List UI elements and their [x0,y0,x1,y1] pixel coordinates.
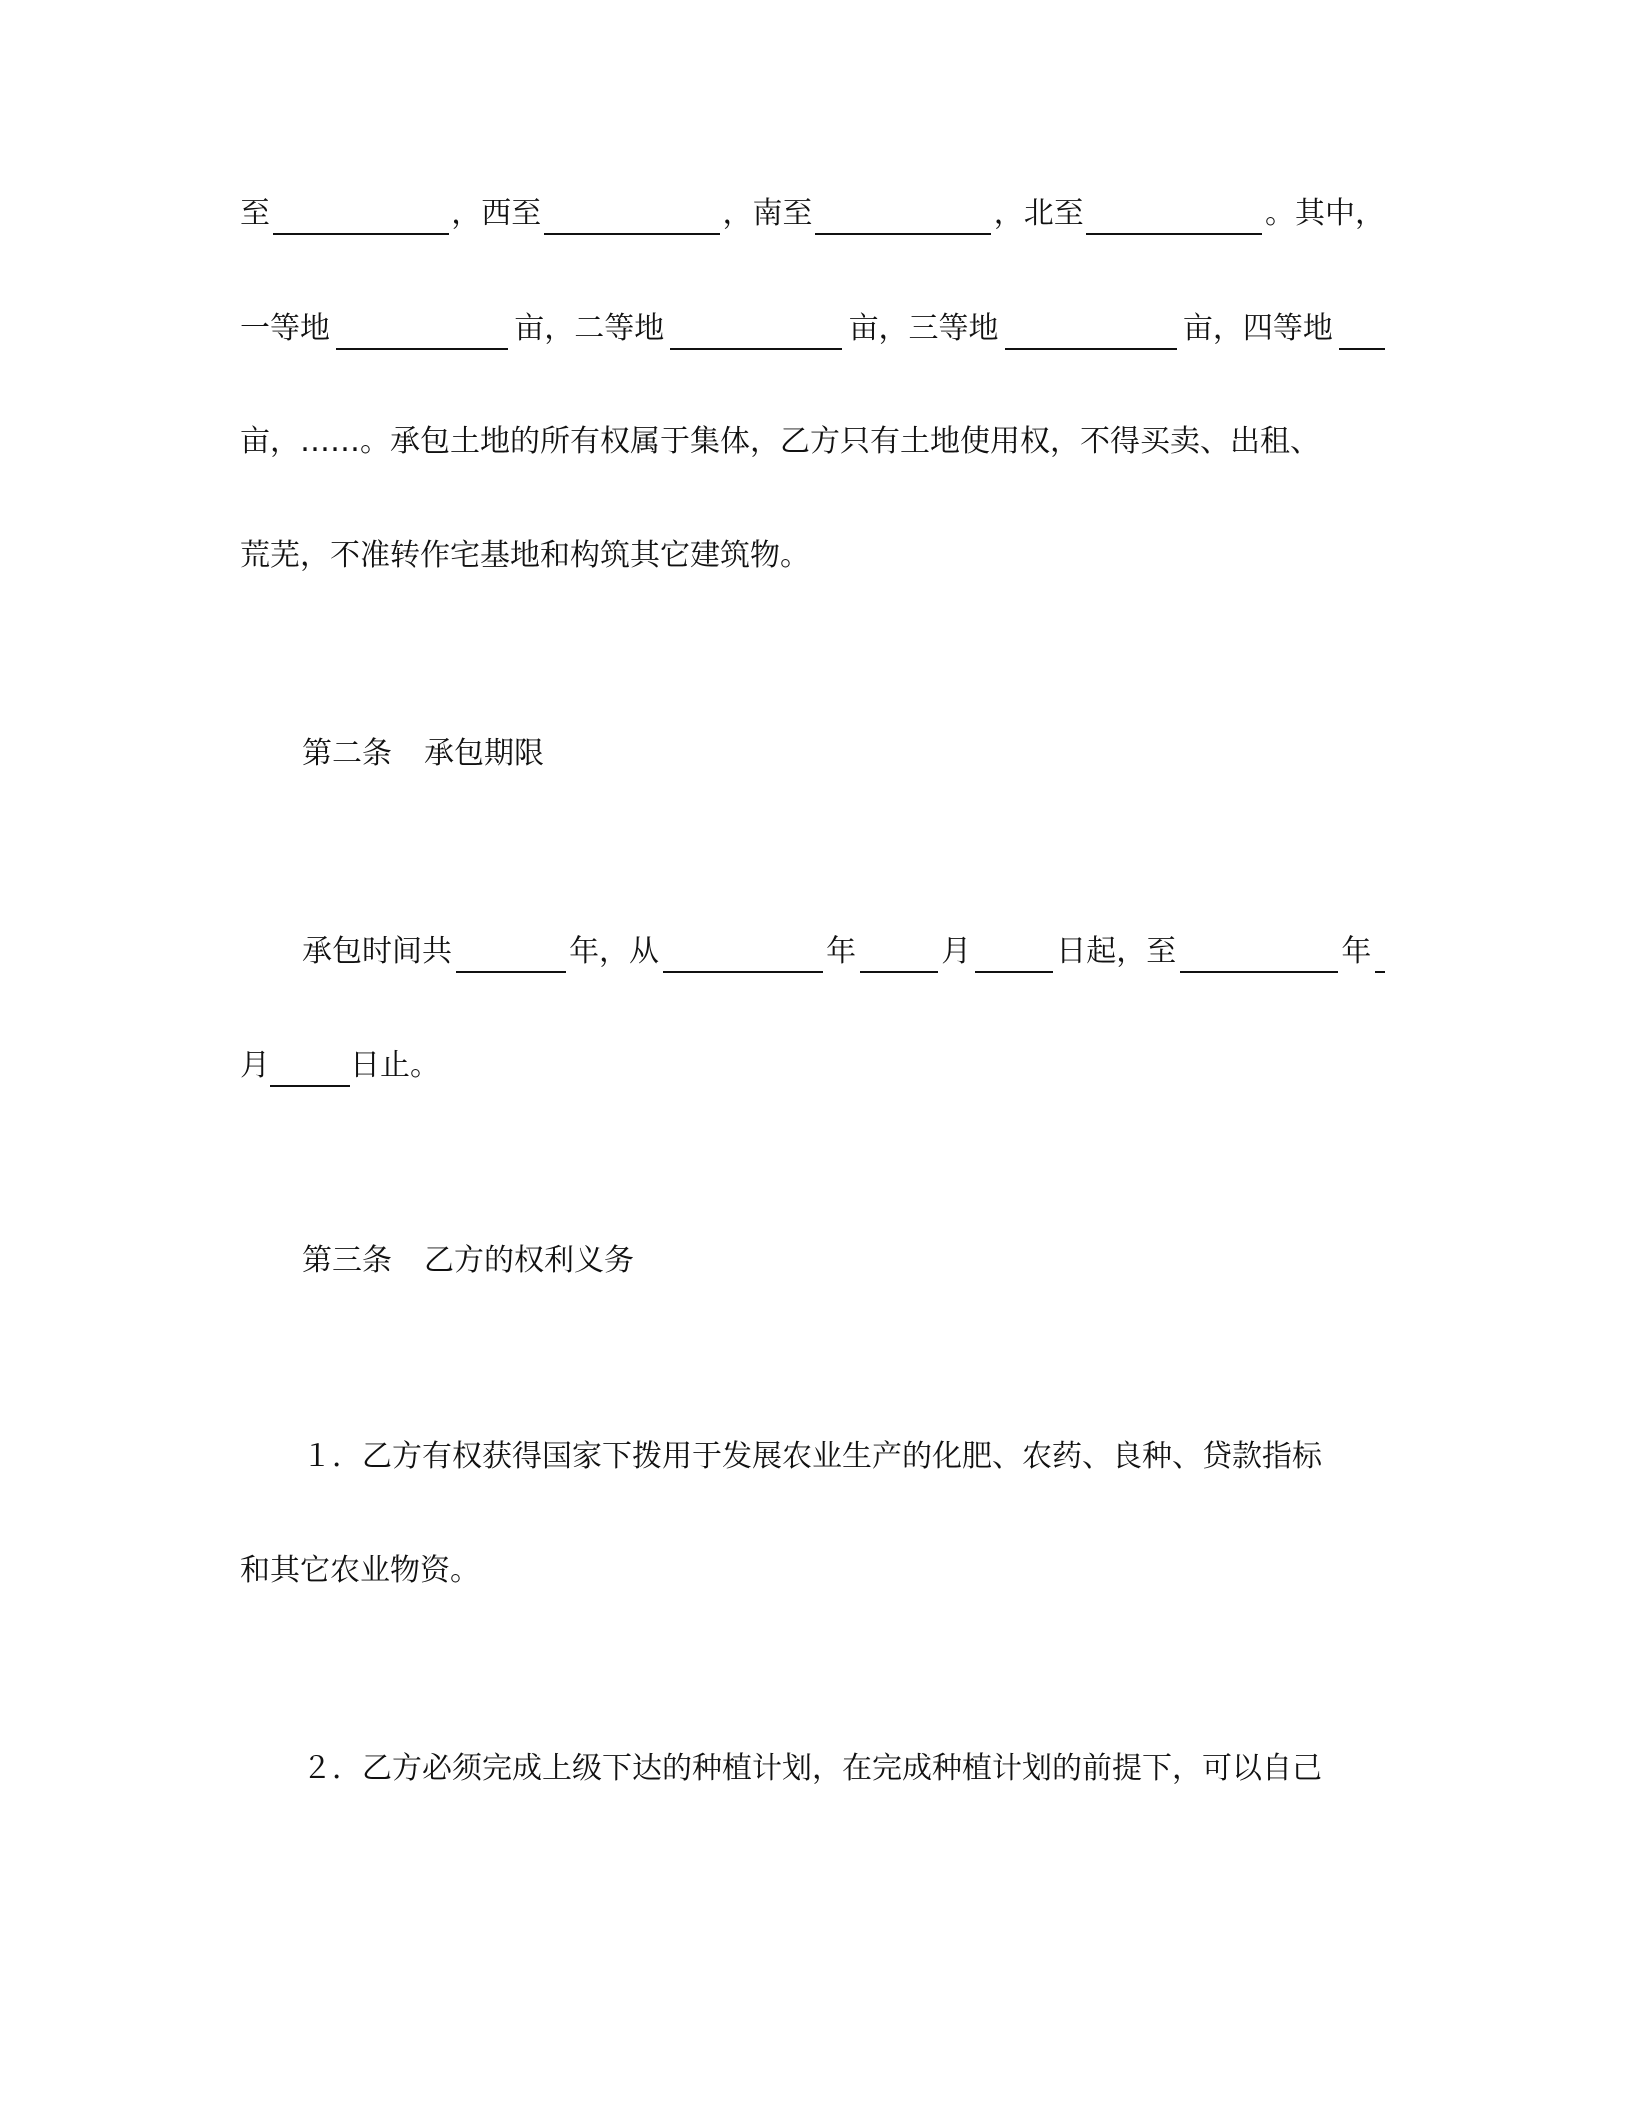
text-segment: 和其它农业物资。 [240,1553,480,1588]
text-segment: 荒芜，不准转作宅基地和构筑其它建筑物。 [240,538,810,573]
text-segment: 年，从 [569,934,660,969]
text-segment: 亩，四等地 [1182,311,1333,346]
body-text-line [240,418,1385,466]
text-segment: 承包时间共 [302,934,452,969]
text-segment: 亩，三等地 [848,311,999,346]
land-grade-line [240,305,1385,353]
text-segment: 日止。 [350,1048,440,1083]
text-segment: 月 [941,934,972,969]
text-segment: 亩，二等地 [514,311,665,346]
text-segment: 。其中， [1265,196,1385,231]
term-line [240,1042,1385,1090]
clause-text-line [302,1433,1385,1481]
blank-grade1-area [336,314,508,350]
blank-end-year [1180,937,1338,973]
text-segment: ，南至 [722,196,813,231]
blank-north [1086,199,1262,235]
text-segment: 至 [240,196,270,231]
blank-start-day [975,937,1053,973]
text-segment: ２．乙方必须完成上级下达的种植计划，在完成种植计划的前提下，可以自己 [302,1751,1322,1786]
blank-east [273,199,449,235]
blank-grade2-area [670,314,842,350]
term-line [302,928,1385,976]
blank-grade3-area [1005,314,1177,350]
article-number: 第二条 [302,736,392,771]
article-heading [302,1237,1385,1285]
text-segment: ，北至 [993,196,1084,231]
blank-end-month [1375,937,1385,973]
text-segment: 年 [1341,934,1372,969]
blank-end-day [270,1051,350,1087]
body-text-line [240,532,1385,580]
text-segment: 月 [240,1048,270,1083]
text-segment: 年 [826,934,857,969]
blank-south [815,199,991,235]
blank-start-month [860,937,938,973]
blank-grade4-area [1339,314,1385,350]
article-title: 乙方的权利义务 [424,1243,634,1278]
text-segment: 日起，至 [1056,934,1177,969]
text-segment: 一等地 [240,311,330,346]
text-segment: １．乙方有权获得国家下拨用于发展农业生产的化肥、农药、良种、贷款指标 [302,1439,1322,1474]
article-heading [302,730,1385,778]
clause-text-line [240,1547,1385,1595]
article-number: 第三条 [302,1243,392,1278]
blank-years [456,937,566,973]
clause-text-line [302,1745,1385,1793]
text-segment: ，西至 [451,196,542,231]
boundary-line [240,190,1385,238]
article-title: 承包期限 [424,736,544,771]
text-segment: 亩，……。承包土地的所有权属于集体，乙方只有土地使用权，不得买卖、出租、 [240,424,1320,459]
blank-start-year [663,937,823,973]
blank-west [544,199,720,235]
